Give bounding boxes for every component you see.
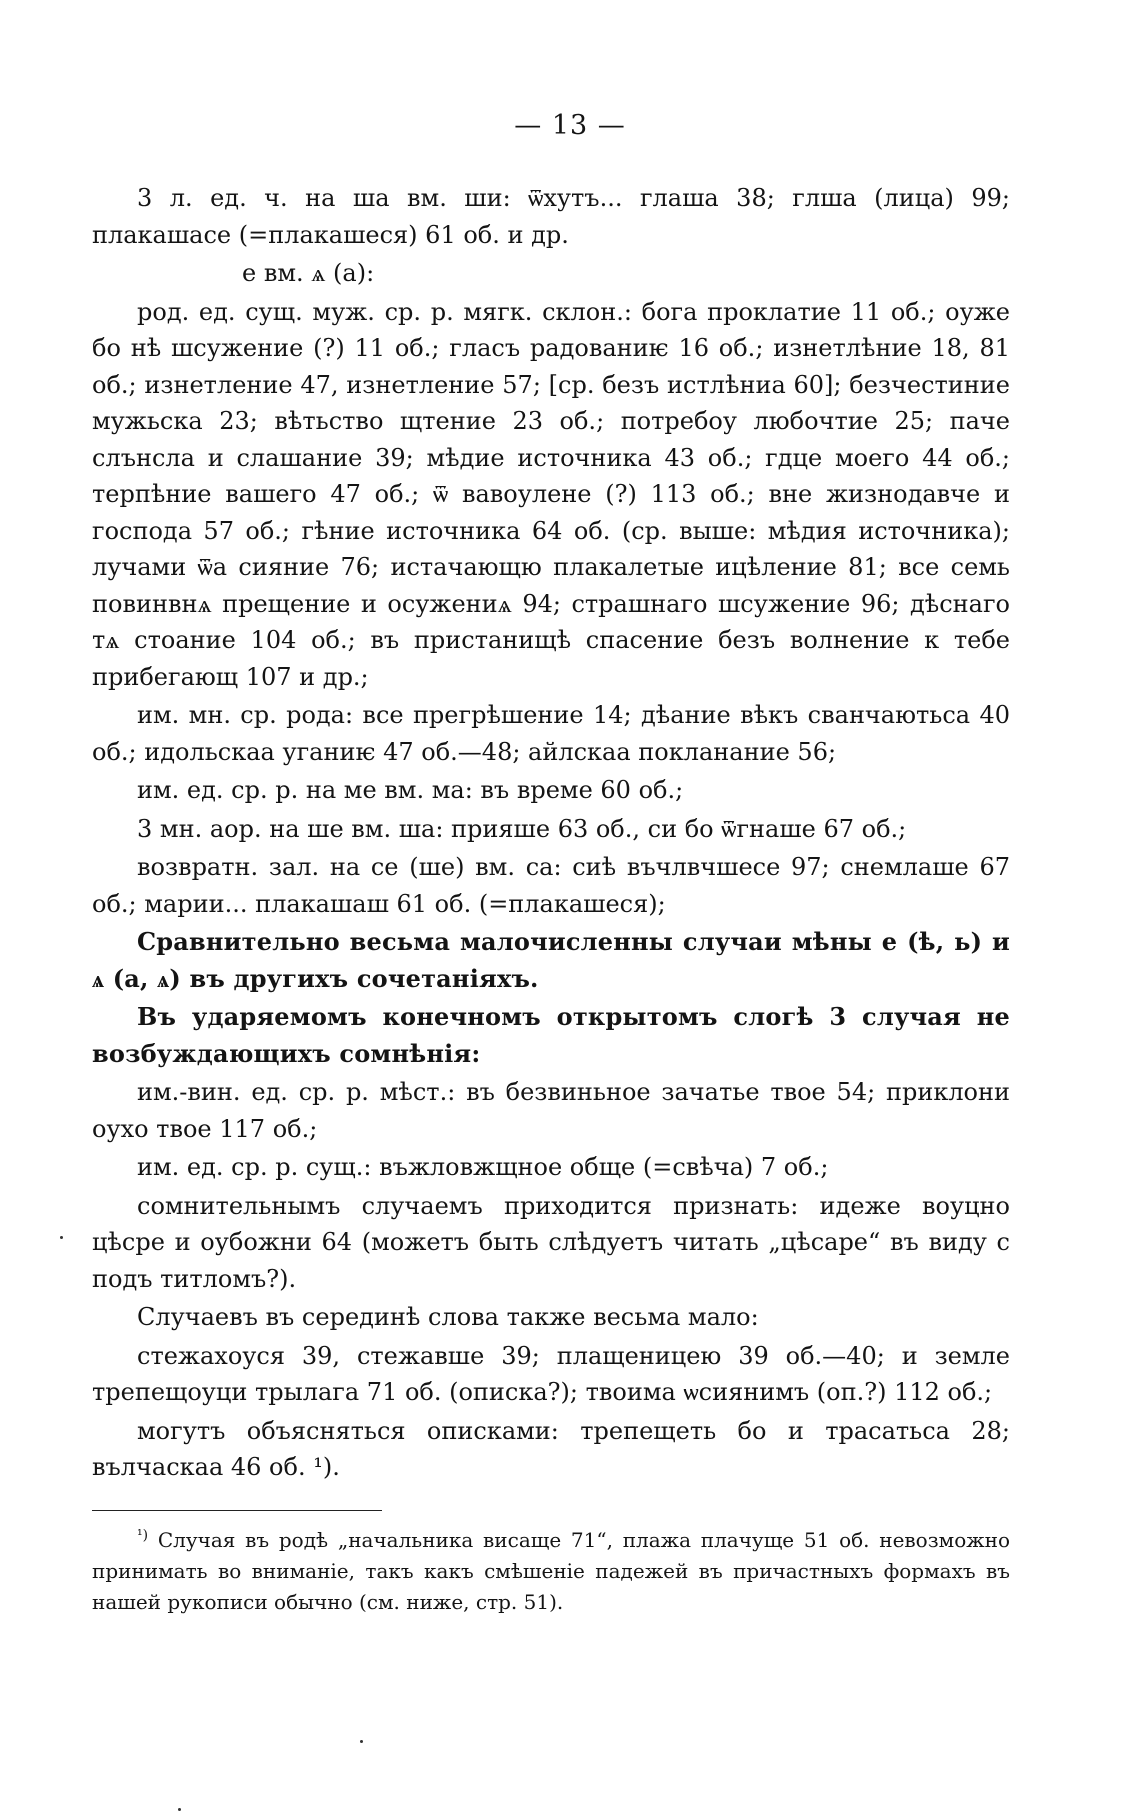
paragraph: им.-вин. ед. ср. р. мѣст.: въ безвиньное зачатье твое 54; приклони оухо твое 117 об.; (92, 1078, 1010, 1143)
body-text (92, 180, 1010, 1488)
paragraph: возвратн. зал. на се (ше) вм. са: сиѣ въчлвчшесе 97; снемлаше 67 об.; марии... плакашаш 61 об. (=плакашеся); (92, 853, 1010, 918)
paragraph: им. ед. ср. р. сущ.: въжловжщное обще (=свѣча) 7 об.; (137, 1153, 829, 1181)
paragraph: могутъ объясняться описками: трепещеть бо и трасатьса 28; вълчаскаа 46 об. ¹). (92, 1416, 1010, 1481)
scan-speck (60, 1236, 63, 1239)
footnote-marker: ¹) (137, 1527, 149, 1544)
paragraph: им. мн. ср. рода: все прегрѣшение 14; дѣание вѣкъ сванчаютьса 40 об.; идольскаа уганиѥ 47 об.—48; айлскаа покланание 56; (92, 701, 1010, 766)
paragraph: род. ед. сущ. муж. ср. р. мягк. склон.: бога проклатие 11 об.; оуже бо нѣ шсужение (?) 11 об.; гласъ радованиѥ 16 об.; изнетлѣние 18, 81 об.; изнетление 47, изнетление 57; [ср. безъ истлѣниа 60]; безчестиние мужьска 23; вѣтьство щтение 23 об.; потребоу любочтие 25; паче слънсла и слашание 39; мѣдие источника 43 об.; гдце моего 44 об.; терпѣние вашего 47 об.; ѿ вавоулене (?) 113 об.; вне жизнодавче и господа 57 об.; гѣние источника 64 об. (ср. выше: мѣдия источника); лучами ѿа сияние 76; истачающю плакалетые ицѣление 81; все семь повинвнѧ прещение и осужениѧ 94; страшнаго шсужение 96; дѣснаго тѧ стоание 104 об.; въ пристанищѣ спасение безъ волнение к тебе прибегающ 107 и др.; (92, 297, 1010, 691)
page-number: — 13 — (514, 110, 626, 141)
paragraph: стежахоуся 39, стежавше 39; плащеницею 39 об.—40; и земле трепещоуци трылага 71 об. (описка?); твоима ѡсиянимъ (оп.?) 112 об.; (92, 1341, 1010, 1406)
paragraph: е вм. ѧ (а): (242, 259, 375, 287)
paragraph: 3 мн. аор. на ше вм. ша: прияше 63 об., си бо ѿгнаше 67 об.; (137, 814, 907, 843)
paragraph: Случаевъ въ серединѣ слова также весьма мало: (137, 1303, 759, 1331)
scan-speck (178, 1808, 181, 1811)
paragraph: Въ ударяемомъ конечномъ открытомъ слогѣ 3 случая не возбуждающихъ сомнѣнія: (92, 1002, 1010, 1068)
paragraph: сомнительнымъ случаемъ приходится признать: идеже воуцно цѣсре и оубожни 64 (можетъ быть слѣдуетъ читать „цѣсаре“ въ виду с подъ титломъ?). (92, 1191, 1010, 1293)
paragraph: им. ед. ср. р. на ме вм. ма: въ време 60 об.; (137, 776, 684, 804)
paragraph: Сравнительно весьма малочисленны случаи мѣны е (ѣ, ь) и ѧ (а, ѧ) въ другихъ сочетаніяхъ. (92, 927, 1010, 993)
footnote-divider (92, 1510, 382, 1511)
scan-speck (360, 1740, 363, 1743)
footnote-text: Случая въ родѣ „начальника висаще 71“, плажа плачуще 51 об. невозможно принимать во вниманіе, такъ какъ смѣшеніе падежей въ причастныхъ формахъ въ нашей рукописи обычно (см. ниже, стр. 51). (92, 1528, 1011, 1614)
paragraph: 3 л. ед. ч. на ша вм. ши: ѿхутъ... глаша 38; глша (лица) 99; плакашасе (=плакашеся) 61 об. и др. (92, 184, 1010, 249)
footnote (92, 1525, 1010, 1618)
